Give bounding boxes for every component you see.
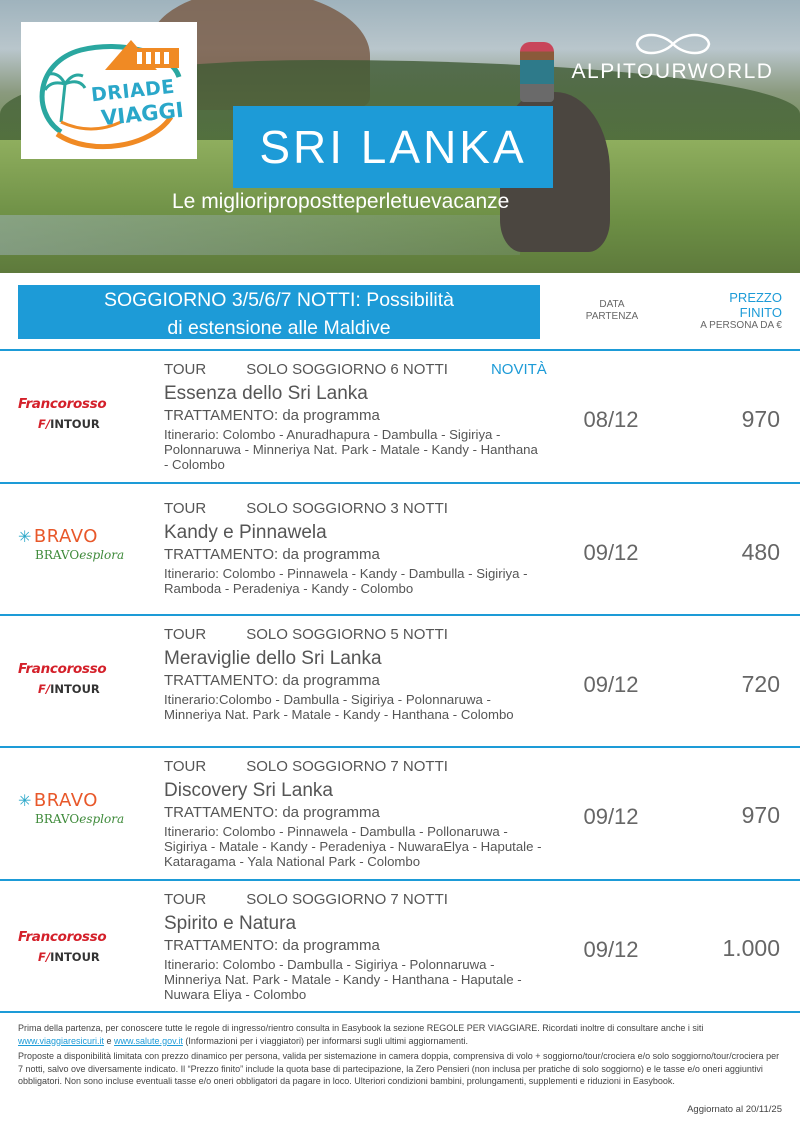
offer-type: TOUR (164, 361, 207, 378)
price-label-2: FINITO (739, 305, 782, 320)
destination-title: SRI LANKA (259, 121, 527, 173)
operator-name: Francorosso (18, 396, 107, 412)
offer-type: TOUR (164, 891, 207, 908)
divider (0, 349, 800, 351)
offer-name[interactable]: Meraviglie dello Sri Lanka (164, 648, 382, 669)
divider (0, 482, 800, 484)
operator-logo-bravo (18, 526, 158, 562)
operator-name: Francorosso (18, 661, 107, 677)
offer-name[interactable]: Discovery Sri Lanka (164, 780, 333, 801)
footer-notice (18, 1022, 782, 1047)
offer-itinerary: Itinerario: Colombo - Pinnawela - Dambulla - Pollonaruwa - Sigiriya - Matale - Kandy - Peradeniya - NuwaraElya - Haputale - Kataragama - Yala National Park - Colombo (164, 824, 542, 869)
agency-name-line1: DRIADE (90, 75, 176, 107)
new-badge: NOVITÀ (490, 361, 547, 378)
offer-duration: SOLO SOGGIORNO 7 NOTTI (246, 891, 448, 908)
destination-title-box (233, 106, 553, 188)
offer-date: 09/12 (583, 672, 639, 697)
hero-banner (0, 0, 800, 273)
agency-name-line2: VIAGGI (99, 97, 185, 131)
date-label-2: PARTENZA (585, 311, 639, 322)
section-title-line2: di estensione alle Maldive (167, 317, 391, 339)
offer-board: TRATTAMENTO: da programma (164, 407, 380, 424)
divider (0, 879, 800, 881)
offer-tags (164, 891, 448, 908)
operator-logo-francorosso (18, 396, 158, 431)
date-label-1: DATA (599, 299, 625, 310)
offer-board: TRATTAMENTO: da programma (164, 804, 380, 821)
offer-price: 970 (741, 802, 780, 828)
sun-icon: ✳ (18, 791, 32, 810)
offer-duration: SOLO SOGGIORNO 6 NOTTI (246, 361, 448, 378)
offer-type: TOUR (164, 500, 207, 517)
offer-duration: SOLO SOGGIORNO 3 NOTTI (246, 500, 448, 517)
offer-name[interactable]: Kandy e Pinnawela (164, 522, 327, 543)
offer-tags (164, 361, 547, 378)
offer-price: 970 (741, 406, 780, 432)
operator-name: ✳ BRAVO (18, 526, 98, 547)
operator-sub: BRAVOesplora (35, 548, 125, 562)
footer-text-1a: Prima della partenza, per conoscere tutte le regole di ingresso/rientro consulta in Easybook la sezione REGOLE PER VIAGGIARE. Ricordati inoltre di consultare anche i siti (18, 1023, 704, 1033)
offer-type: TOUR (164, 758, 207, 775)
operator-sub: BRAVOesplora (35, 812, 125, 826)
offer-tags (164, 758, 448, 775)
operator-logo-francorosso (18, 661, 158, 696)
offer-date: 09/12 (583, 804, 639, 829)
hero-subtitle: Le miglioripropostteperletuevacanze (172, 190, 510, 213)
offer-itinerary: Itinerario: Colombo - Dambulla - Sigiriya - Polonnaruwa - Minneriya Nat. Park - Matale - Kandy - Hanthana - Haputale - Nuwara Eliya - Colombo (164, 957, 522, 1002)
footer-terms: Proposte a disponibilità limitata con prezzo dinamico per persona, valida per sistemazione in camera doppia, comprensiva di volo + soggiorno/tour/crociera e/o solo soggiorno/tour/crociera per 7 notti, salvo ove diversamente indicato. Il “Prezzo finito” include la quota base di partecipazione, la Zero Pensieri (non inclusa per pratiche di solo soggiorno) e le tasse e/o oneri aggiuntivi obbligatori. Non sono incluse eventuali tasse e/o oneri obbligatori da pagare in loco. Ulteriori condizioni bambini, prolungamenti, supplementi e riduzioni in Easybook. (18, 1051, 780, 1086)
price-column-header (660, 290, 782, 332)
offer-price: 480 (741, 539, 780, 565)
alpitour-logo (560, 30, 785, 84)
offer-board: TRATTAMENTO: da programma (164, 672, 380, 689)
operator-name: Francorosso (18, 929, 107, 945)
offer-board: TRATTAMENTO: da programma (164, 546, 380, 563)
operator-sub: F/INTOUR (38, 682, 100, 696)
water-pond (0, 215, 520, 255)
offer-itinerary: Itinerario: Colombo - Anuradhapura - Dambulla - Sigiriya - Polonnaruwa - Minneriya Nat. Park - Matale - Kandy - Hanthana - Colombo (164, 427, 538, 472)
updated-date: Aggiornato al 20/11/25 (687, 1104, 782, 1115)
footer-text-1c: (Informazioni per i viaggiatori) per informarsi sugli ultimi aggiornamenti. (182, 1035, 469, 1046)
infinity-icon (625, 30, 721, 58)
offer-price: 1.000 (722, 935, 780, 961)
offer-name[interactable]: Spirito e Natura (164, 913, 297, 934)
offer-tags (164, 500, 448, 517)
section-header (18, 285, 540, 339)
offer-itinerary: Itinerario:Colombo - Dambulla - Sigiriya - Polonnaruwa - Minneriya Nat. Park - Matale - Kandy - Hanthana - Colombo (164, 692, 514, 722)
sun-icon: ✳ (18, 527, 32, 546)
divider (0, 746, 800, 748)
offer-itinerary: Itinerario: Colombo - Pinnawela - Kandy - Dambulla - Sigiriya - Ramboda - Peradeniya - Kandy - Colombo (164, 566, 528, 596)
operator-logo-francorosso (18, 929, 158, 964)
date-column-header (572, 299, 652, 323)
offer-duration: SOLO SOGGIORNO 7 NOTTI (246, 758, 448, 775)
offer-price: 720 (741, 671, 780, 697)
offer-date: 09/12 (583, 540, 639, 565)
operator-sub: F/INTOUR (38, 417, 100, 431)
offer-duration: SOLO SOGGIORNO 5 NOTTI (246, 626, 448, 643)
offer-name[interactable]: Essenza dello Sri Lanka (164, 383, 368, 404)
link-viaggiaresicuri[interactable]: www.viaggiaresicuri.it (18, 1035, 105, 1046)
offer-tags (164, 626, 448, 643)
operator-name: ✳ BRAVO (18, 790, 98, 811)
footer-text-1b: e (104, 1035, 115, 1046)
alpitour-brand: ALPITOURWORLD (571, 60, 774, 83)
offer-date: 09/12 (583, 937, 639, 962)
section-title-line1: SOGGIORNO 3/5/6/7 NOTTI: Possibilità (103, 289, 454, 311)
operator-sub: F/INTOUR (38, 950, 100, 964)
operator-logo-bravo (18, 790, 158, 826)
offer-board: TRATTAMENTO: da programma (164, 937, 380, 954)
offer-date: 08/12 (583, 407, 639, 432)
divider (0, 1011, 800, 1013)
price-label-3: A PERSONA DA € (700, 320, 782, 331)
divider (0, 614, 800, 616)
rider-image (520, 42, 554, 102)
agency-logo (21, 22, 197, 159)
offer-type: TOUR (164, 626, 207, 643)
link-salute[interactable]: www.salute.gov.it (114, 1035, 183, 1046)
price-label-1: PREZZO (729, 290, 782, 305)
